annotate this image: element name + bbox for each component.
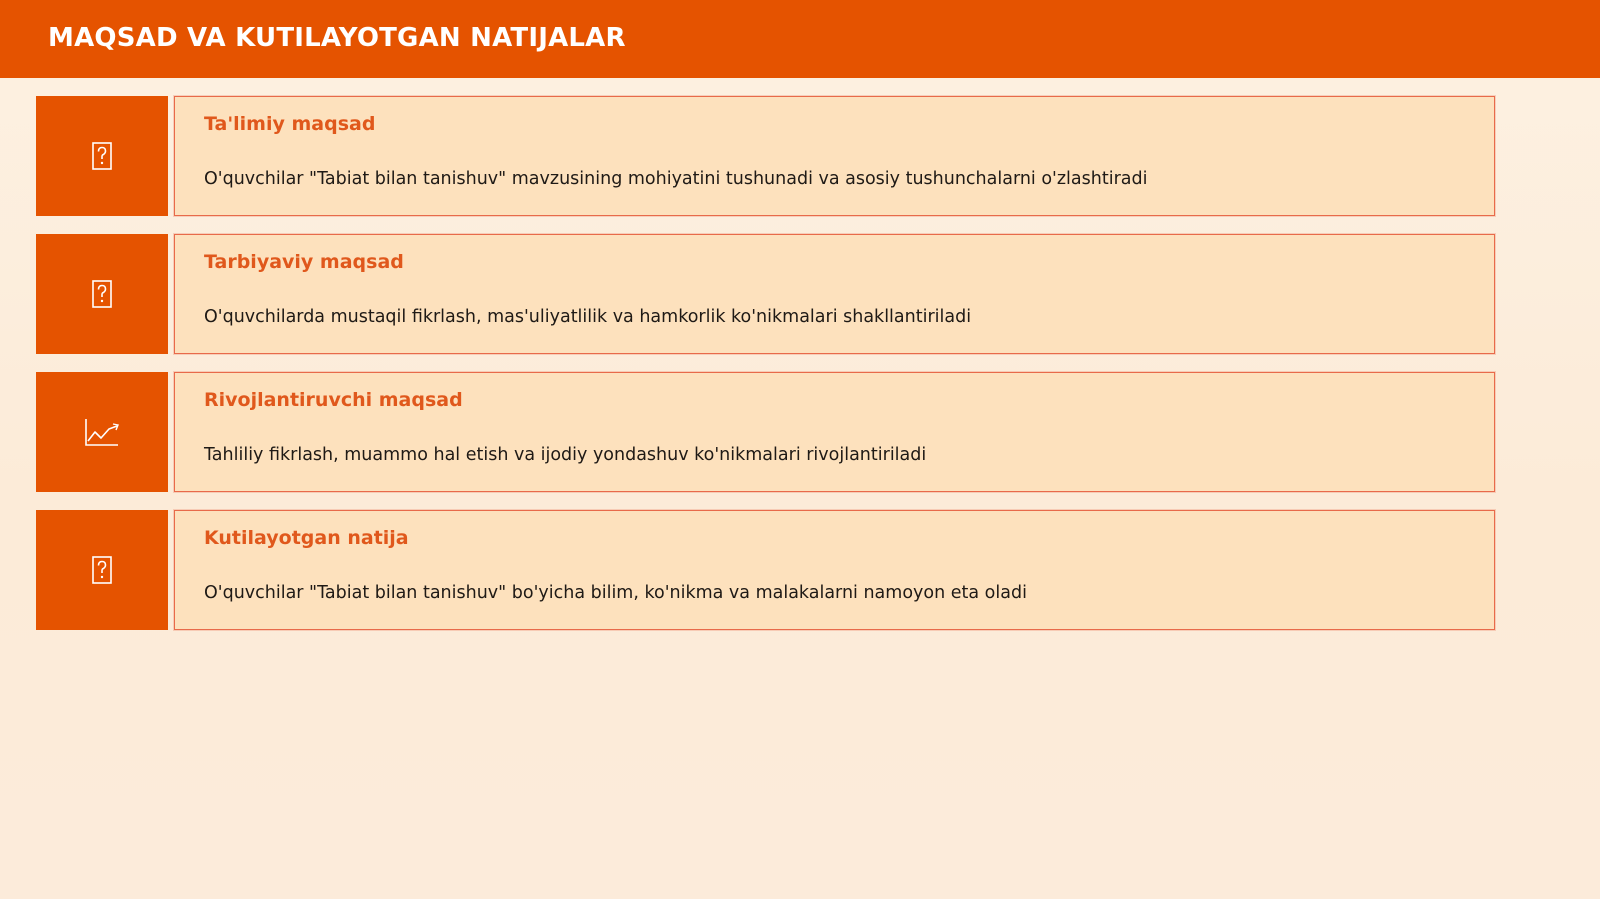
- goal-description: O'quvchilarda mustaqil fikrlash, mas'uliyatlilik va hamkorlik ko'nikmalari shakllantiriladi: [204, 307, 972, 327]
- missing-glyph-icon: [92, 280, 112, 308]
- goal-row-tarbiyaviy: [36, 234, 1495, 354]
- goal-card: [174, 510, 1495, 630]
- goal-card: [174, 234, 1495, 354]
- goal-icon-box: [36, 234, 168, 354]
- goal-icon-box: [36, 510, 168, 630]
- goal-row-kutilayotgan: [36, 510, 1495, 630]
- goal-row-rivojlantiruvchi: [36, 372, 1495, 492]
- goal-icon-box: [36, 96, 168, 216]
- goal-card: [174, 372, 1495, 492]
- goal-icon-box: [36, 372, 168, 492]
- goals-list: [36, 96, 1495, 648]
- goal-card: [174, 96, 1495, 216]
- missing-glyph-icon: [92, 556, 112, 584]
- goal-title: Rivojlantiruvchi maqsad: [204, 389, 463, 411]
- goal-description: O'quvchilar "Tabiat bilan tanishuv" bo'yicha bilim, ko'nikma va malakalarni namoyon eta oladi: [204, 583, 1027, 603]
- goal-row-talimiy: [36, 96, 1495, 216]
- header-bar: [0, 0, 1600, 78]
- page-title: MAQSAD VA KUTILAYOTGAN NATIJALAR: [48, 23, 626, 53]
- line-chart-icon: [84, 417, 120, 447]
- goal-description: Tahliliy fikrlash, muammo hal etish va ijodiy yondashuv ko'nikmalari rivojlantiriladi: [204, 445, 927, 465]
- goal-title: Ta'limiy maqsad: [204, 113, 376, 135]
- goal-description: O'quvchilar "Tabiat bilan tanishuv" mavzusining mohiyatini tushunadi va asosiy tushunchalarni o'zlashtiradi: [204, 169, 1148, 189]
- missing-glyph-icon: [92, 142, 112, 170]
- goal-title: Kutilayotgan natija: [204, 527, 409, 549]
- goal-title: Tarbiyaviy maqsad: [204, 251, 404, 273]
